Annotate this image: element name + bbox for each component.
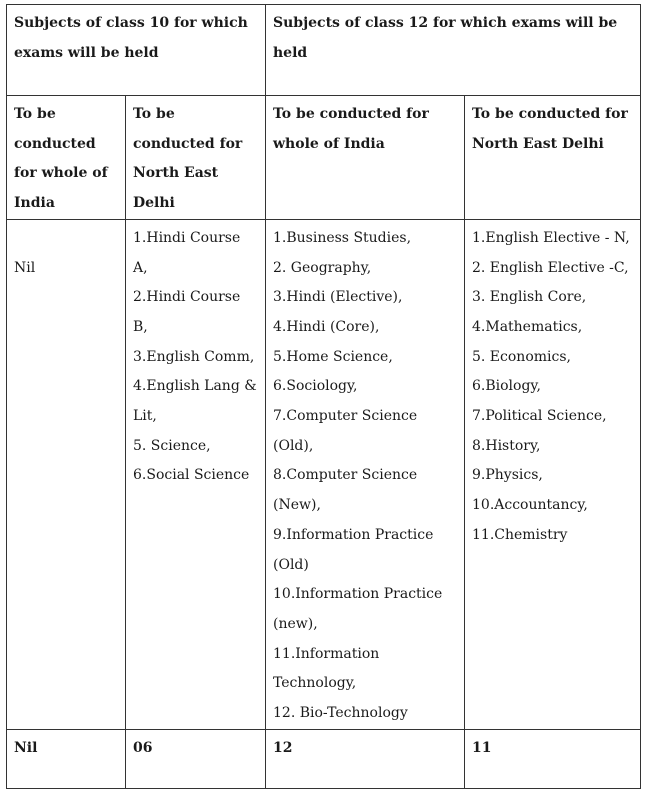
class10-north-east-total: 06 (126, 729, 266, 788)
subject-item: 7.Computer Science (Old), (273, 408, 418, 454)
subject-item: 8.Computer Science (New), (273, 467, 418, 514)
class12-north-east-total: 11 (465, 729, 641, 788)
subject-item: 4.Hindi (Core), (273, 318, 380, 335)
subject-item: 5. Science, (133, 437, 211, 454)
subject-item: 1.Business Studies, (273, 229, 412, 246)
subject-item: 8.History, (472, 437, 541, 454)
subject-item: 4.English Lang & Lit, (133, 378, 257, 425)
class12-north-east-subheader: To be conducted for North East Delhi (465, 96, 641, 220)
class10-india-value: Nil (14, 259, 36, 276)
subject-item: 7.Political Science, (472, 408, 607, 425)
subject-item: 1.Hindi Course A, (133, 229, 241, 276)
subject-item: 3.Hindi (Elective), (273, 289, 403, 306)
exam-subjects-table (6, 4, 641, 789)
subject-item: 3. English Core, (472, 289, 587, 306)
class12-north-east-cell (465, 219, 641, 729)
class10-india-cell (7, 219, 126, 729)
subheader-row (7, 96, 641, 220)
class10-north-east-subheader: To be conducted for North East Delhi (126, 96, 266, 220)
subject-item: 2. English Elective -C, (472, 259, 629, 276)
class12-india-list (273, 224, 458, 729)
subject-item: 6.Biology, (472, 378, 541, 395)
subject-item: 1.English Elective - N, (472, 229, 630, 246)
subject-item: 3.English Comm, (133, 348, 255, 365)
subject-item: 9.Information Practice (Old) (273, 526, 434, 573)
subject-item: 11.Chemistry (472, 526, 568, 543)
class12-header: Subjects of class 12 for which exams will be held (266, 5, 641, 96)
class12-india-cell (266, 219, 465, 729)
subject-item: 11.Information Technology, (273, 645, 380, 692)
class12-north-east-list (472, 224, 634, 551)
class10-header: Subjects of class 10 for which exams will be held (7, 5, 266, 96)
subject-item: 2.Hindi Course B, (133, 289, 241, 335)
subject-item: 5.Home Science, (273, 348, 393, 365)
subject-item: 10.Information Practice (new), (273, 586, 443, 632)
subject-item: 6.Sociology, (273, 378, 358, 395)
subject-item: 5. Economics, (472, 348, 571, 365)
class10-india-subheader: To be conducted for whole of India (7, 96, 126, 220)
subject-item: 9.Physics, (472, 467, 543, 484)
class12-india-total: 12 (266, 729, 465, 788)
class10-north-east-cell (126, 219, 266, 729)
subject-item: 12. Bio-Technology (273, 705, 408, 722)
class12-india-subheader: To be conducted for whole of India (266, 96, 465, 220)
subject-item: 6.Social Science (133, 467, 250, 484)
subject-item: 4.Mathematics, (472, 318, 583, 335)
class10-india-total: Nil (7, 729, 126, 788)
subject-item: 2. Geography, (273, 259, 372, 276)
subject-item: 10.Accountancy, (472, 497, 588, 514)
class10-north-east-list (133, 224, 259, 491)
totals-row (7, 729, 641, 788)
subjects-row (7, 219, 641, 729)
header-row (7, 5, 641, 96)
